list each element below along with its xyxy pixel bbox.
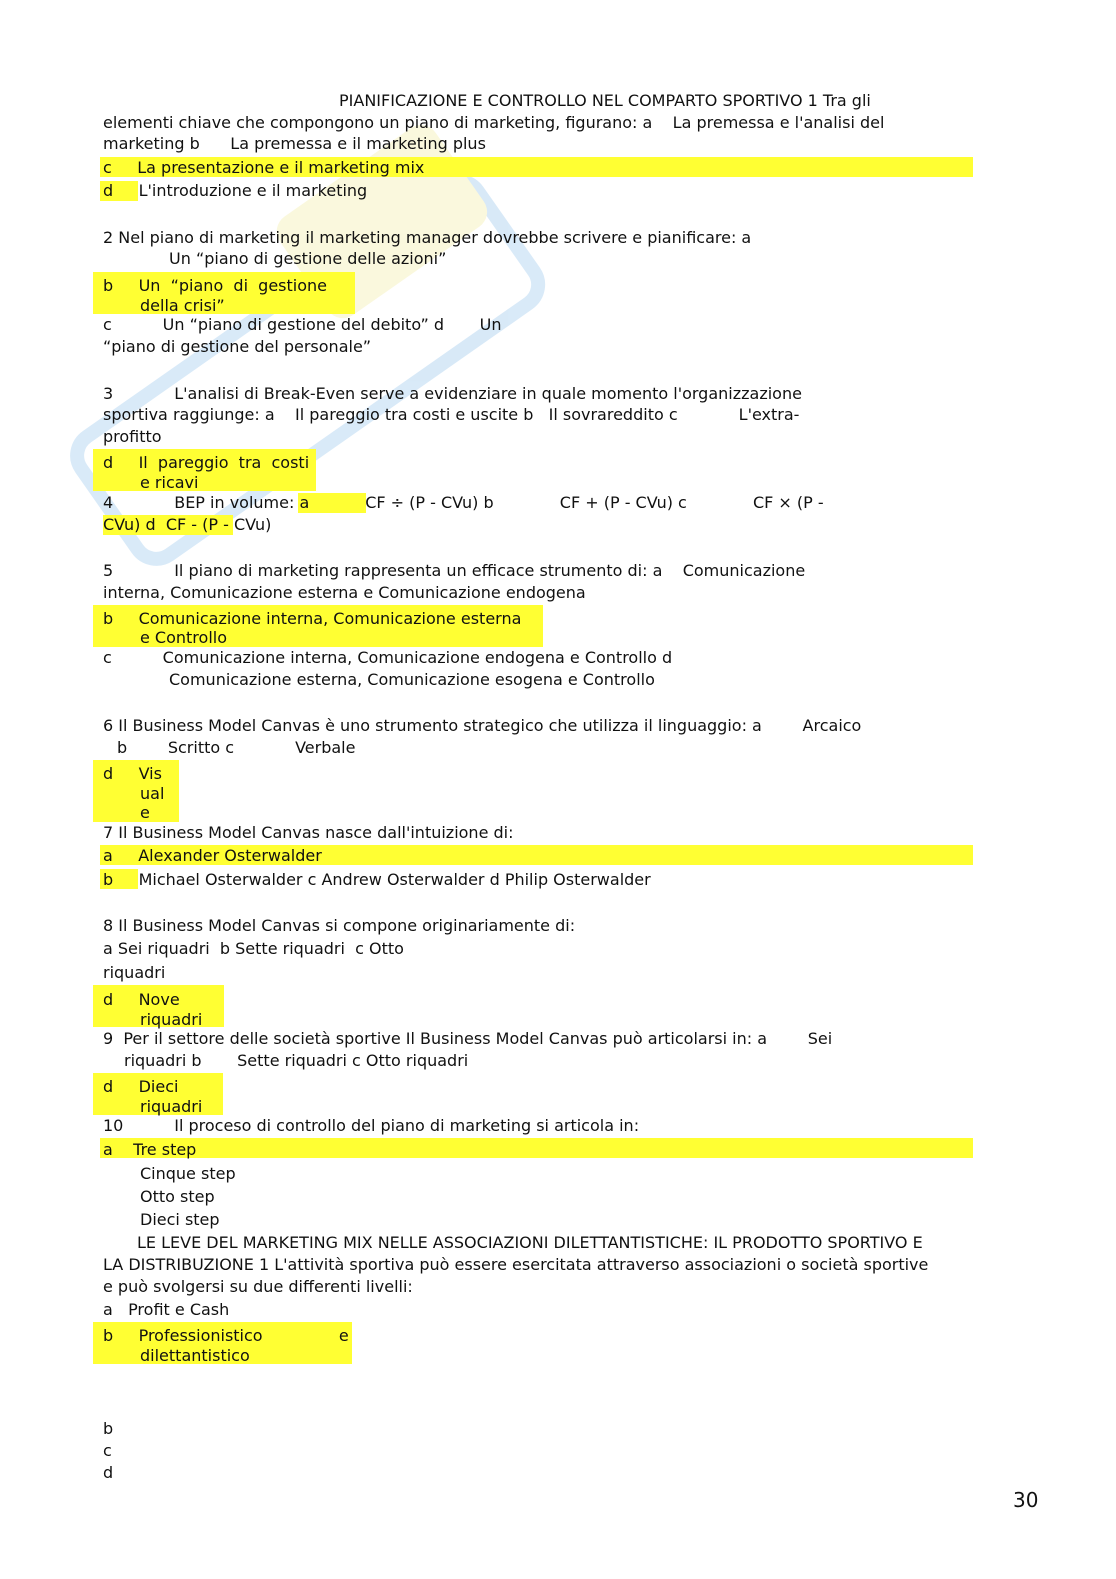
page-number: 30 (1013, 1488, 1039, 1512)
doc-line: Otto step (140, 1187, 215, 1206)
doc-line: b (103, 1419, 114, 1438)
doc-line: 7 Il Business Model Canvas nasce dall'intuizione di: (103, 823, 514, 842)
doc-line: c Un “piano di gestione del debito” d Un (103, 315, 502, 334)
doc-line: 4 BEP in volume: a CF ÷ (P - CVu) b CF + (P - CVu) c CF × (P - (103, 493, 824, 512)
doc-line: a Sei riquadri b Sette riquadri c Otto (103, 939, 404, 958)
doc-line: riquadri (140, 1097, 203, 1116)
doc-line: riquadri (140, 1010, 203, 1029)
doc-line: LE LEVE DEL MARKETING MIX NELLE ASSOCIAZIONI DILETTANTISTICHE: IL PRODOTTO SPORTIVO E (137, 1233, 923, 1252)
doc-line: riquadri b Sette riquadri c Otto riquadri (124, 1051, 469, 1070)
doc-line: LA DISTRIBUZIONE 1 L'attività sportiva può essere esercitata attraverso associazioni o società sportive (103, 1255, 929, 1274)
doc-line: e (140, 803, 150, 822)
doc-line: CVu) d CF - (P - CVu) (103, 515, 272, 534)
doc-line: elementi chiave che compongono un piano di marketing, figurano: a La premessa e l'analisi del (103, 113, 885, 132)
doc-line: e può svolgersi su due differenti livelli: (103, 1277, 413, 1296)
doc-line: a Profit e Cash (103, 1300, 230, 1319)
doc-line: Un “piano di gestione delle azioni” (169, 249, 447, 268)
doc-line: b Un “piano di gestione (103, 276, 328, 295)
doc-line: b Comunicazione interna, Comunicazione esterna (103, 609, 522, 628)
doc-line: c (103, 1441, 112, 1460)
doc-line: a Alexander Osterwalder (103, 846, 322, 865)
doc-line: 10 Il proceso di controllo del piano di marketing si articola in: (103, 1116, 640, 1135)
doc-line: 8 Il Business Model Canvas si compone originariamente di: (103, 916, 576, 935)
doc-line: 5 Il piano di marketing rappresenta un efficace strumento di: a Comunicazione (103, 561, 806, 580)
doc-line: b Michael Osterwalder c Andrew Osterwalder d Philip Osterwalder (103, 870, 651, 889)
doc-line: ual (140, 784, 165, 803)
doc-line: d Il pareggio tra costi (103, 453, 310, 472)
doc-line: Comunicazione esterna, Comunicazione esogena e Controllo (169, 670, 655, 689)
doc-line: b Professionistico e (103, 1326, 349, 1345)
doc-line: 2 Nel piano di marketing il marketing manager dovrebbe scrivere e pianificare: a (103, 228, 752, 247)
doc-line: e ricavi (140, 473, 199, 492)
doc-line: c Comunicazione interna, Comunicazione endogena e Controllo d (103, 648, 673, 667)
doc-line: della crisi” (140, 296, 225, 315)
doc-line: sportiva raggiunge: a Il pareggio tra costi e uscite b Il sovrareddito c L'extra- (103, 405, 800, 424)
doc-line: interna, Comunicazione esterna e Comunicazione endogena (103, 583, 586, 602)
doc-line: c La presentazione e il marketing mix (103, 158, 425, 177)
doc-line: “piano di gestione del personale” (103, 337, 372, 356)
doc-line: a Tre step (103, 1140, 197, 1159)
doc-line: b Scritto c Verbale (117, 738, 356, 757)
doc-line: profitto (103, 427, 162, 446)
highlight-answer-10 (100, 1138, 973, 1158)
doc-line: d Nove (103, 990, 180, 1009)
doc-line: PIANIFICAZIONE E CONTROLLO NEL COMPARTO SPORTIVO 1 Tra gli (339, 91, 871, 110)
doc-line: d (103, 1463, 114, 1482)
doc-line: 9 Per il settore delle società sportive Il Business Model Canvas può articolarsi in: a Sei (103, 1029, 833, 1048)
doc-line: e Controllo (140, 628, 227, 647)
doc-line: riquadri (103, 963, 166, 982)
doc-line: d Dieci (103, 1077, 179, 1096)
doc-line: Cinque step (140, 1164, 236, 1183)
doc-line: 3 L'analisi di Break-Even serve a evidenziare in quale momento l'organizzazione (103, 384, 802, 403)
doc-line: 6 Il Business Model Canvas è uno strumento strategico che utilizza il linguaggio: a Arcaico (103, 716, 862, 735)
doc-line: marketing b La premessa e il marketing plus (103, 134, 486, 153)
doc-line: dilettantistico (140, 1346, 250, 1365)
doc-line: Dieci step (140, 1210, 220, 1229)
doc-line: d L'introduzione e il marketing (103, 181, 368, 200)
doc-line: d Vis (103, 764, 162, 783)
